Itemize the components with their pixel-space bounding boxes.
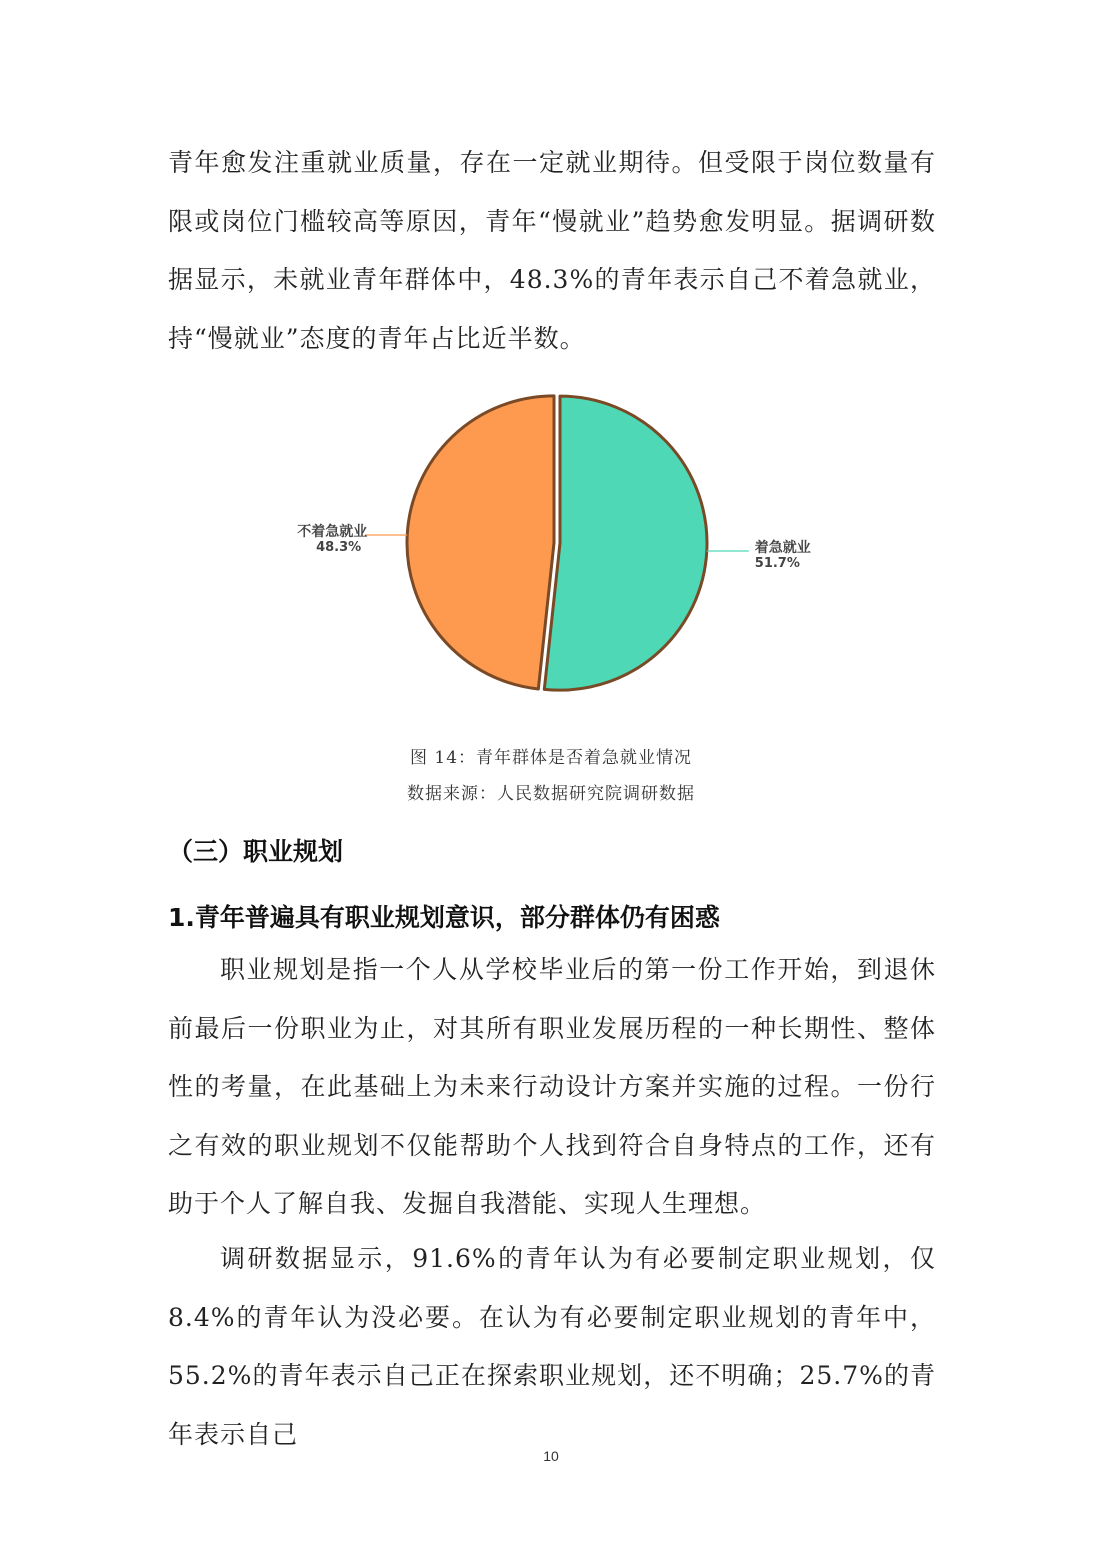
figure-source: 数据来源：人民数据研究院调研数据 — [407, 784, 695, 804]
pie-chart — [262, 378, 837, 723]
paragraph-career-planning-survey: 调研数据显示，91.6%的青年认为有必要制定职业规划，仅 8.4%的青年认为没必要。在认为有必要制定职业规划的青年中，55.2%的青年表示自己正在探索职业规划，还不明确；25.7%的青年表示自己 — [168, 1244, 936, 1449]
pie-label-1: 不着急就业 — [297, 523, 368, 540]
page-number: 10 — [543, 1448, 559, 1464]
pie-slice-1 — [407, 396, 554, 689]
pie-value-label-0: 51.7% — [754, 556, 800, 572]
figure-caption: 图 14：青年群体是否着急就业情况 — [409, 748, 693, 768]
paragraph-slow-employment: 青年愈发注重就业质量，存在一定就业期待。但受限于岗位数量有限或岗位门槛较高等原因，青年“慢就业”趋势愈发明显。据调研数据显示，未就业青年群体中，48.3%的青年表示自己不着急就业，持“慢就业”态度的青年占比近半数。 — [168, 148, 936, 353]
pie-chart-figure — [262, 378, 837, 723]
pie-value-label-1: 48.3% — [316, 539, 362, 555]
pie-slice-0 — [544, 396, 707, 690]
paragraph-career-planning-definition: 职业规划是指一个人从学校毕业后的第一份工作开始，到退休前最后一份职业为止，对其所有职业发展历程的一种长期性、整体性的考量，在此基础上为未来行动设计方案并实施的过程。一份行之有效的职业规划不仅能帮助个人找到符合自身特点的工作，还有助于个人了解自我、发掘自我潜能、实现人生理想。 — [168, 955, 936, 1218]
section-heading: （三）职业规划 — [168, 837, 344, 866]
pie-label-0: 着急就业 — [754, 540, 811, 557]
subsection-heading: 1.青年普遍具有职业规划意识，部分群体仍有困惑 — [168, 903, 720, 932]
